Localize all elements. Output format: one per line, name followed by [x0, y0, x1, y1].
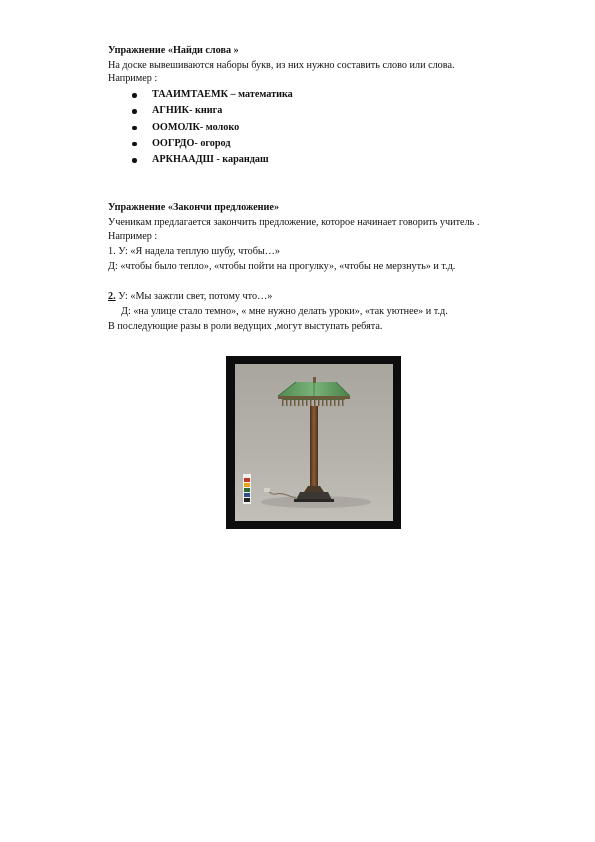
- example1-answer: Д: «чтобы было тепло», «чтобы пойти на прогулку», «чтобы не мерзнуть» и т.д.: [108, 261, 456, 272]
- list-item: ТААИМТАЕМК – математика: [132, 87, 293, 103]
- list-item: АГНИК- книга: [132, 103, 293, 119]
- list-item: АРКНААДШ - карандаш: [132, 152, 293, 168]
- list-item: ООГРДО- огород: [132, 136, 293, 152]
- closing-note: В последующие разы в роли ведущих ,могут выступать ребята.: [108, 321, 383, 332]
- lamp-image: [226, 356, 401, 529]
- section2-description: Ученикам предлагается закончить предложение, которое начинает говорить учитель .: [108, 217, 480, 228]
- lamp-photo: [226, 356, 401, 529]
- list-item: ООМОЛК- молоко: [132, 120, 293, 136]
- word-list: [132, 87, 293, 168]
- bullet-icon: [132, 93, 137, 98]
- example2-answer: Д: «на улице стало темно», « мне нужно делать уроки», «так уютнее» и т.д.: [121, 306, 448, 317]
- bullet-icon: [132, 109, 137, 114]
- bullet-icon: [132, 142, 137, 147]
- bullet-icon: [132, 158, 137, 163]
- bullet-icon: [132, 126, 137, 131]
- example1-prompt: 1. У: «Я надела теплую шубу, чтобы…»: [108, 246, 281, 257]
- section1-example-label: Например :: [108, 73, 158, 84]
- section2-title: Упражнение «Закончи предложение»: [108, 202, 280, 213]
- example2-prompt: 2. У: «Мы зажгли свет, потому что…»: [108, 291, 273, 302]
- section2-example-label: Например :: [108, 231, 158, 242]
- lamp-stem: [310, 406, 318, 488]
- section1-description: На доске вывешиваются наборы букв, из них нужно составить слово или слова.: [108, 60, 455, 71]
- color-reference-card: [243, 474, 251, 504]
- section1-title: Упражнение «Найди слова »: [108, 45, 239, 56]
